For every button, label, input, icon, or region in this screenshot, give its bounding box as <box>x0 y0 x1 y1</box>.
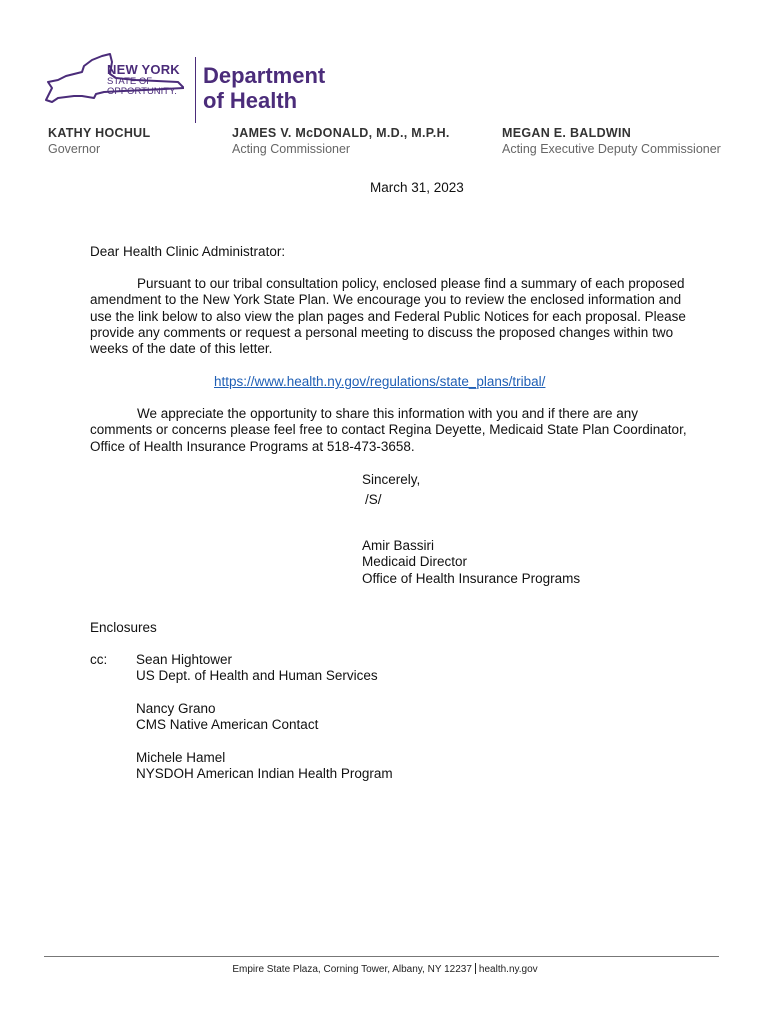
footer-website: health.ny.gov <box>478 964 538 975</box>
logo-line-1: NEW YORK <box>107 62 180 77</box>
official-title: Governor <box>48 142 101 156</box>
body-paragraph-2: We appreciate the opportunity to share this information with you and if there are any comments or concerns please feel free to contact Regina Deyette, Medicaid State Plan Coordinator, Office of Health Insurance Programs at 518-473-3658. <box>90 406 687 454</box>
body-paragraph-1: Pursuant to our tribal consultation policy, enclosed please find a summary of each proposed amendment to the New York State Plan. We encourage you to review the enclosed information and use the link below to also view the plan pages and Federal Public Notices for each proposal. Please provide any comments or request a personal meeting to discuss the proposed changes within two weeks of the date of this letter. <box>90 276 686 357</box>
official-title: Acting Commissioner <box>232 142 351 156</box>
official-deputy-commissioner <box>502 126 721 156</box>
department-line-2: of Health <box>203 88 298 113</box>
official-name: MEGAN E. BALDWIN <box>502 126 632 140</box>
official-name: JAMES V. McDONALD, M.D., M.P.H. <box>232 126 450 140</box>
cc-name: Michele Hamel <box>136 750 226 765</box>
logo-divider <box>195 57 196 123</box>
cc-name: Sean Hightower <box>136 652 233 667</box>
tribal-state-plans-link[interactable]: https://www.health.ny.gov/regulations/state_plans/tribal/ <box>214 374 546 389</box>
cc-name: Nancy Grano <box>136 701 216 716</box>
salutation: Dear Health Clinic Administrator: <box>90 244 286 259</box>
cc-org: NYSDOH American Indian Health Program <box>136 766 393 782</box>
cc-entry <box>136 652 378 685</box>
footer <box>0 963 770 975</box>
official-title: Acting Executive Deputy Commissioner <box>502 142 721 156</box>
cc-org: US Dept. of Health and Human Services <box>136 668 378 684</box>
footer-address: Empire State Plaza, Corning Tower, Albany, NY 12237 <box>232 964 472 975</box>
enclosures-label: Enclosures <box>90 620 157 635</box>
department-line-1: Department <box>203 63 326 88</box>
cc-entry <box>136 750 393 783</box>
logo-line-3: OPPORTUNITY. <box>107 86 177 97</box>
official-commissioner <box>232 126 450 156</box>
official-name: KATHY HOCHUL <box>48 126 151 140</box>
nys-wordmark <box>107 63 180 97</box>
department-name <box>203 63 325 113</box>
signer-block <box>362 538 580 587</box>
closing: Sincerely, <box>362 472 421 487</box>
signer-office: Office of Health Insurance Programs <box>362 570 581 586</box>
logo-line-2: STATE OF <box>107 76 153 87</box>
signer-name: Amir Bassiri <box>362 538 435 553</box>
cc-entry <box>136 701 318 734</box>
signature: /S/ <box>365 492 382 507</box>
letter-date: March 31, 2023 <box>370 180 464 195</box>
signer-title: Medicaid Director <box>362 554 468 570</box>
footer-divider <box>44 956 719 957</box>
cc-org: CMS Native American Contact <box>136 717 319 733</box>
cc-label: cc: <box>90 652 108 667</box>
footer-separator <box>475 963 476 974</box>
official-governor <box>48 126 150 156</box>
